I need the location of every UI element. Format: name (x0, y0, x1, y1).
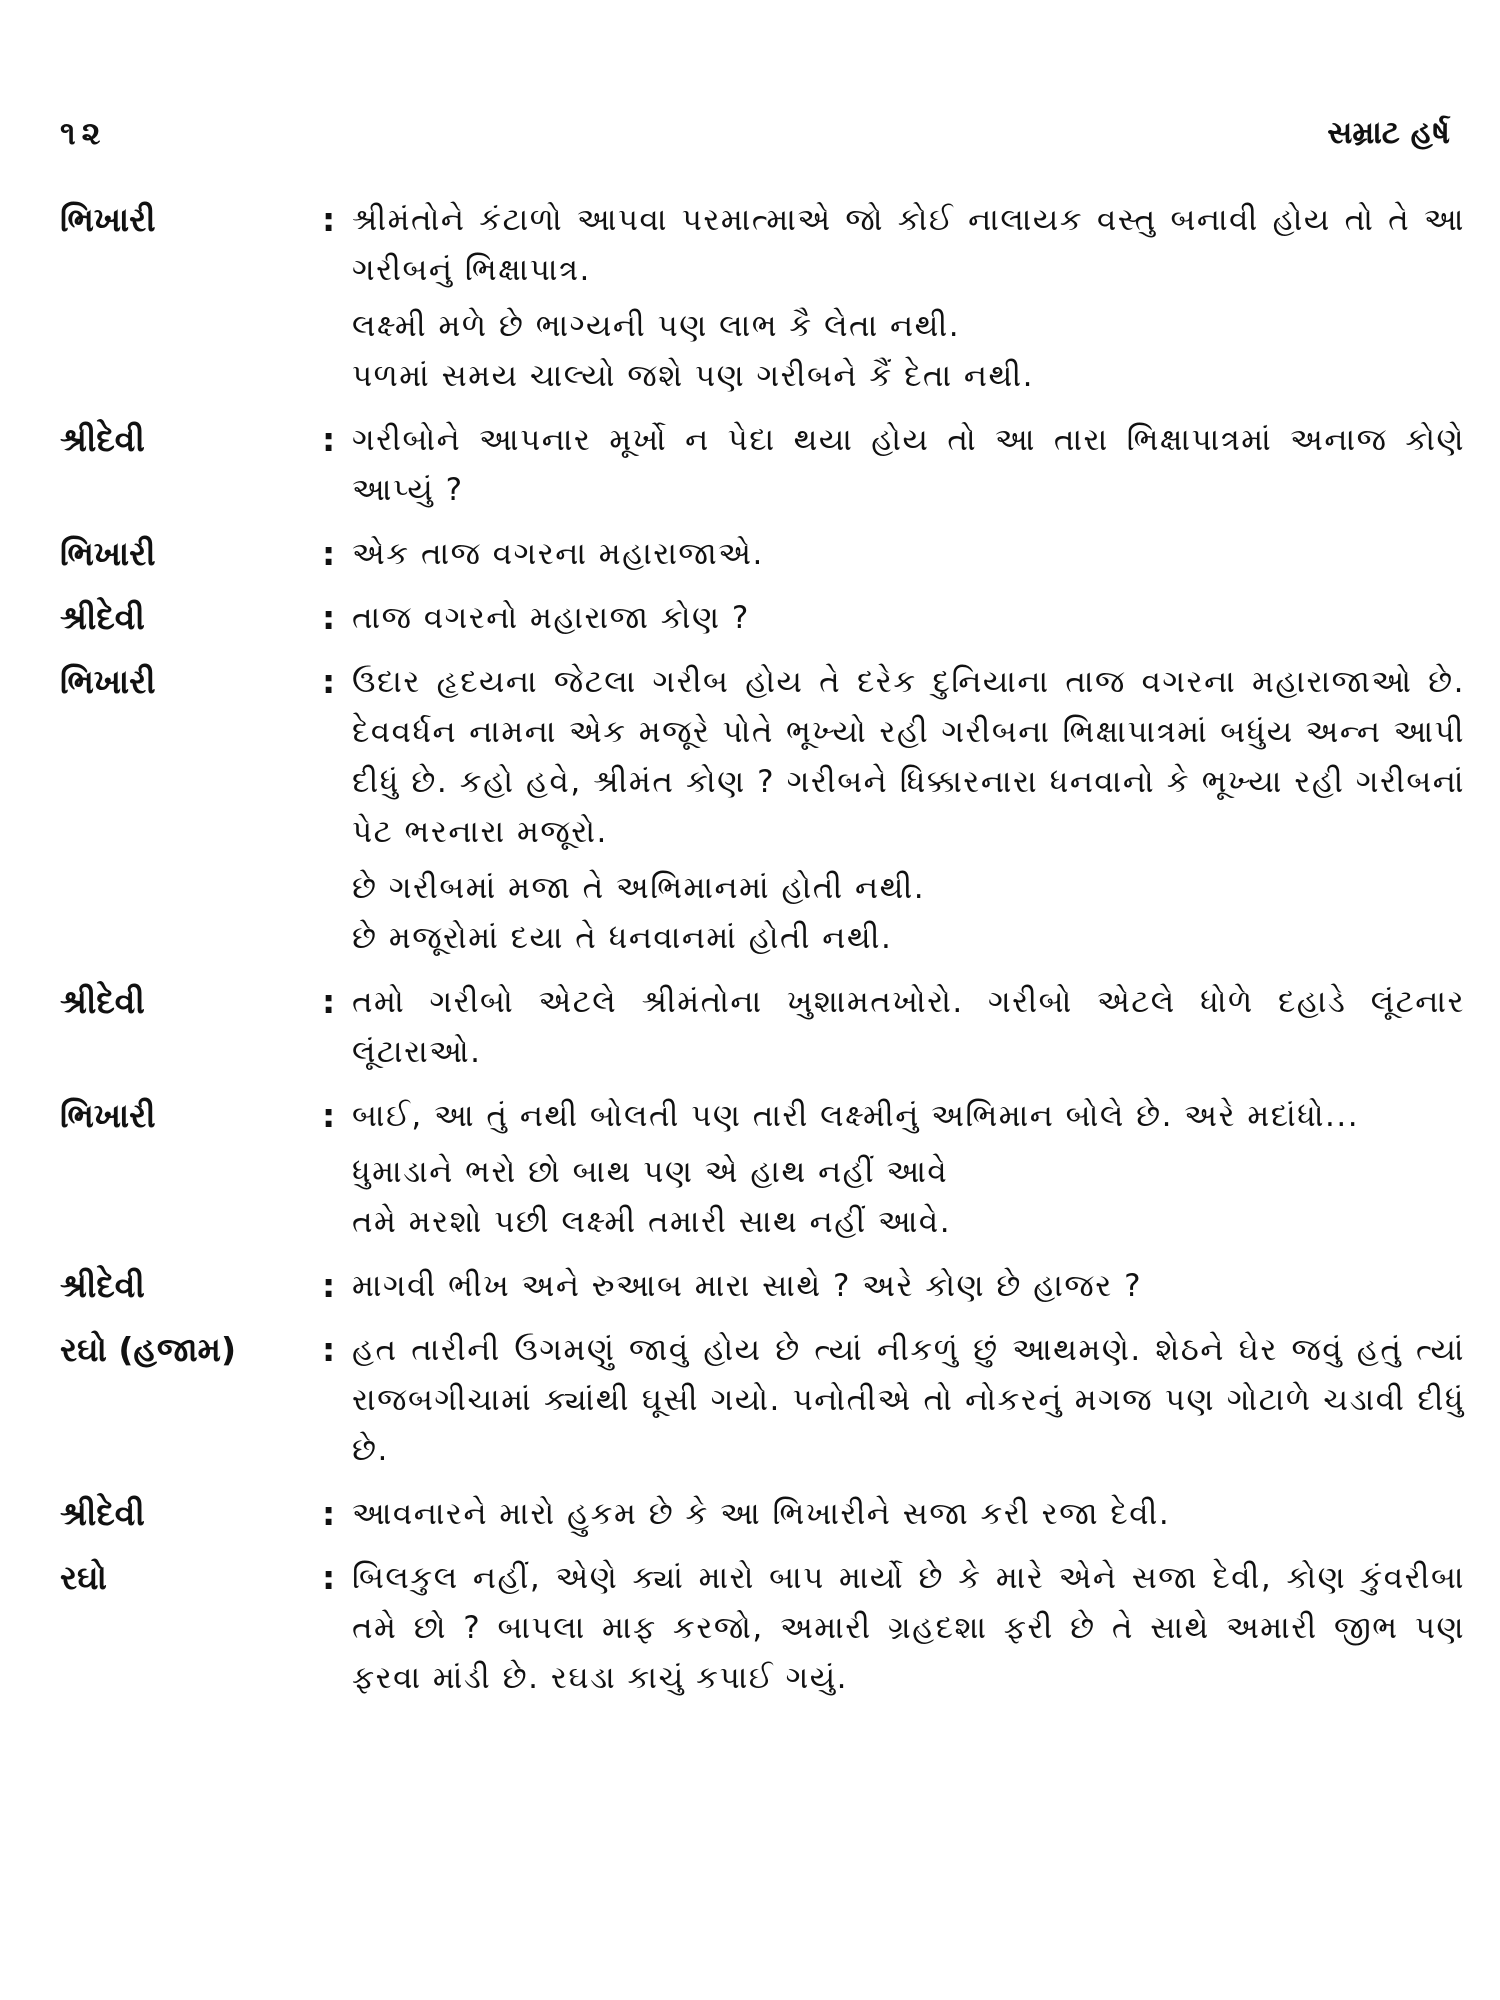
speaker-separator: : (322, 1096, 336, 1135)
speech-text (352, 657, 1465, 969)
speaker-name: ભિખારી (60, 200, 156, 239)
dialogue-entry (60, 1489, 1465, 1545)
dialogue-entry (60, 1261, 1465, 1317)
speaker-separator: : (322, 1266, 336, 1305)
dialogue-entry (60, 593, 1465, 649)
verse-line: લક્ષ્મી મળે છે ભાગ્યની પણ લાભ કૈ લેતા નથી. (352, 308, 961, 344)
speech-paragraph: આવનારને મારો હુકમ છે કે આ ભિખારીને સજા કરી રજા દેવી. (352, 1496, 1171, 1532)
speech-text (352, 1261, 1465, 1317)
dialogue-entry (60, 1553, 1465, 1709)
speaker-separator: : (322, 534, 336, 573)
dialogue-body (60, 195, 1465, 1717)
speaker-name: શ્રીદેવી (60, 1494, 145, 1533)
speech-paragraph: માગવી ભીખ અને રુઆબ મારા સાથે ? અરે કોણ છે હાજર ? (352, 1268, 1143, 1304)
verse-couplet (352, 863, 1465, 963)
speech-paragraph: તાજ વગરનો મહારાજા કોણ ? (352, 600, 750, 636)
speaker-separator: : (322, 200, 336, 239)
speaker-name: ભિખારી (60, 662, 156, 701)
page-number: ૧૨ (60, 113, 107, 152)
speaker-name: ભિખારી (60, 1096, 156, 1135)
running-title: સમ્રાટ હર્ષ (1327, 114, 1450, 151)
verse-line: છે ગરીબમાં મજા તે અભિમાનમાં હોતી નથી. (352, 870, 926, 906)
page-header (60, 108, 1450, 158)
verse-line: પળમાં સમય ચાલ્યો જશે પણ ગરીબને કૈં દેતા નથી. (352, 358, 1034, 394)
speaker-separator: : (322, 598, 336, 637)
speech-paragraph: બાઈ, આ તું નથી બોલતી પણ તારી લક્ષ્મીનું અભિમાન બોલે છે. અરે મદાંધો... (352, 1098, 1360, 1134)
speech-text (352, 1325, 1465, 1481)
speech-text (352, 1489, 1465, 1545)
speech-paragraph: ઉદાર હૃદયના જેટલા ગરીબ હોય તે દરેક દુનિયાના તાજ વગરના મહારાજાઓ છે. દેવવર્ધન નામના એક મજૂરે પોતે ભૂખ્યો રહી ગરીબના ભિક્ષાપાત્રમાં બધુંય અન્ન આપી દીધું છે. કહો હવે, શ્રીમંત કોણ ? ગરીબને ધિક્કારનારા ધનવાનો કે ભૂખ્યા રહી ગરીબનાં પેટ ભરનારા મજૂરો. (352, 664, 1465, 850)
verse-line: તમે મરશો પછી લક્ષ્મી તમારી સાથ નહીં આવે. (352, 1204, 952, 1240)
speaker-separator: : (322, 420, 336, 459)
verse-couplet (352, 301, 1465, 401)
speech-text (352, 1553, 1465, 1709)
dialogue-entry (60, 195, 1465, 407)
dialogue-entry (60, 977, 1465, 1083)
speaker-name: શ્રીદેવી (60, 598, 145, 637)
speech-paragraph: હત તારીની ઉગમણું જાવું હોય છે ત્યાં નીકળું છું આથમણે. શેઠને ઘેર જવું હતું ત્યાં રાજબગીચામાં ક્યાંથી ઘૂસી ગયો. પનોતીએ તો નોકરનું મગજ પણ ગોટાળે ચડાવી દીધું છે. (352, 1332, 1465, 1468)
speaker-name: શ્રીદેવી (60, 1266, 145, 1305)
speech-text (352, 1091, 1465, 1253)
speech-paragraph: એક તાજ વગરના મહારાજાએ. (352, 536, 764, 572)
speech-text (352, 415, 1465, 521)
speaker-name: શ્રીદેવી (60, 420, 145, 459)
verse-line: ધુમાડાને ભરો છો બાથ પણ એ હાથ નહીં આવે (352, 1154, 949, 1190)
speaker-separator: : (322, 1558, 336, 1597)
speech-paragraph: બિલકુલ નહીં, એણે ક્યાં મારો બાપ માર્યો છે કે મારે એને સજા દેવી, કોણ કુંવરીબા તમે છો ? બાપલા માફ કરજો, અમારી ગ્રહદશા ફરી છે તે સાથે અમારી જીભ પણ ફરવા માંડી છે. રઘડા કાચું કપાઈ ગયું. (352, 1560, 1465, 1696)
speaker-separator: : (322, 982, 336, 1021)
speech-paragraph: શ્રીમંતોને કંટાળો આપવા પરમાત્માએ જો કોઈ નાલાયક વસ્તુ બનાવી હોય તો તે આ ગરીબનું ભિક્ષાપાત્ર. (352, 202, 1465, 288)
dialogue-entry (60, 1325, 1465, 1481)
speech-text (352, 977, 1465, 1083)
verse-couplet (352, 1147, 1465, 1247)
verse-line: છે મજૂરોમાં દયા તે ધનવાનમાં હોતી નથી. (352, 920, 893, 956)
speech-paragraph: ગરીબોને આપનાર મૂર્ખો ન પેદા થયા હોય તો આ તારા ભિક્ષાપાત્રમાં અનાજ કોણે આપ્યું ? (352, 422, 1465, 508)
speaker-separator: : (322, 662, 336, 701)
speech-text (352, 195, 1465, 407)
dialogue-entry (60, 529, 1465, 585)
dialogue-entry (60, 1091, 1465, 1253)
speaker-name: શ્રીદેવી (60, 982, 145, 1021)
speech-text (352, 593, 1465, 649)
speaker-name: રઘો (હજામ) (60, 1330, 237, 1369)
speaker-separator: : (322, 1494, 336, 1533)
dialogue-entry (60, 415, 1465, 521)
speaker-separator: : (322, 1330, 336, 1369)
dialogue-entry (60, 657, 1465, 969)
speaker-name: રઘો (60, 1558, 107, 1597)
speaker-name: ભિખારી (60, 534, 156, 573)
speech-paragraph: તમો ગરીબો એટલે શ્રીમંતોના ખુશામતખોરો. ગરીબો એટલે ધોળે દહાડે લૂંટનાર લૂંટારાઓ. (352, 984, 1465, 1070)
speech-text (352, 529, 1465, 585)
